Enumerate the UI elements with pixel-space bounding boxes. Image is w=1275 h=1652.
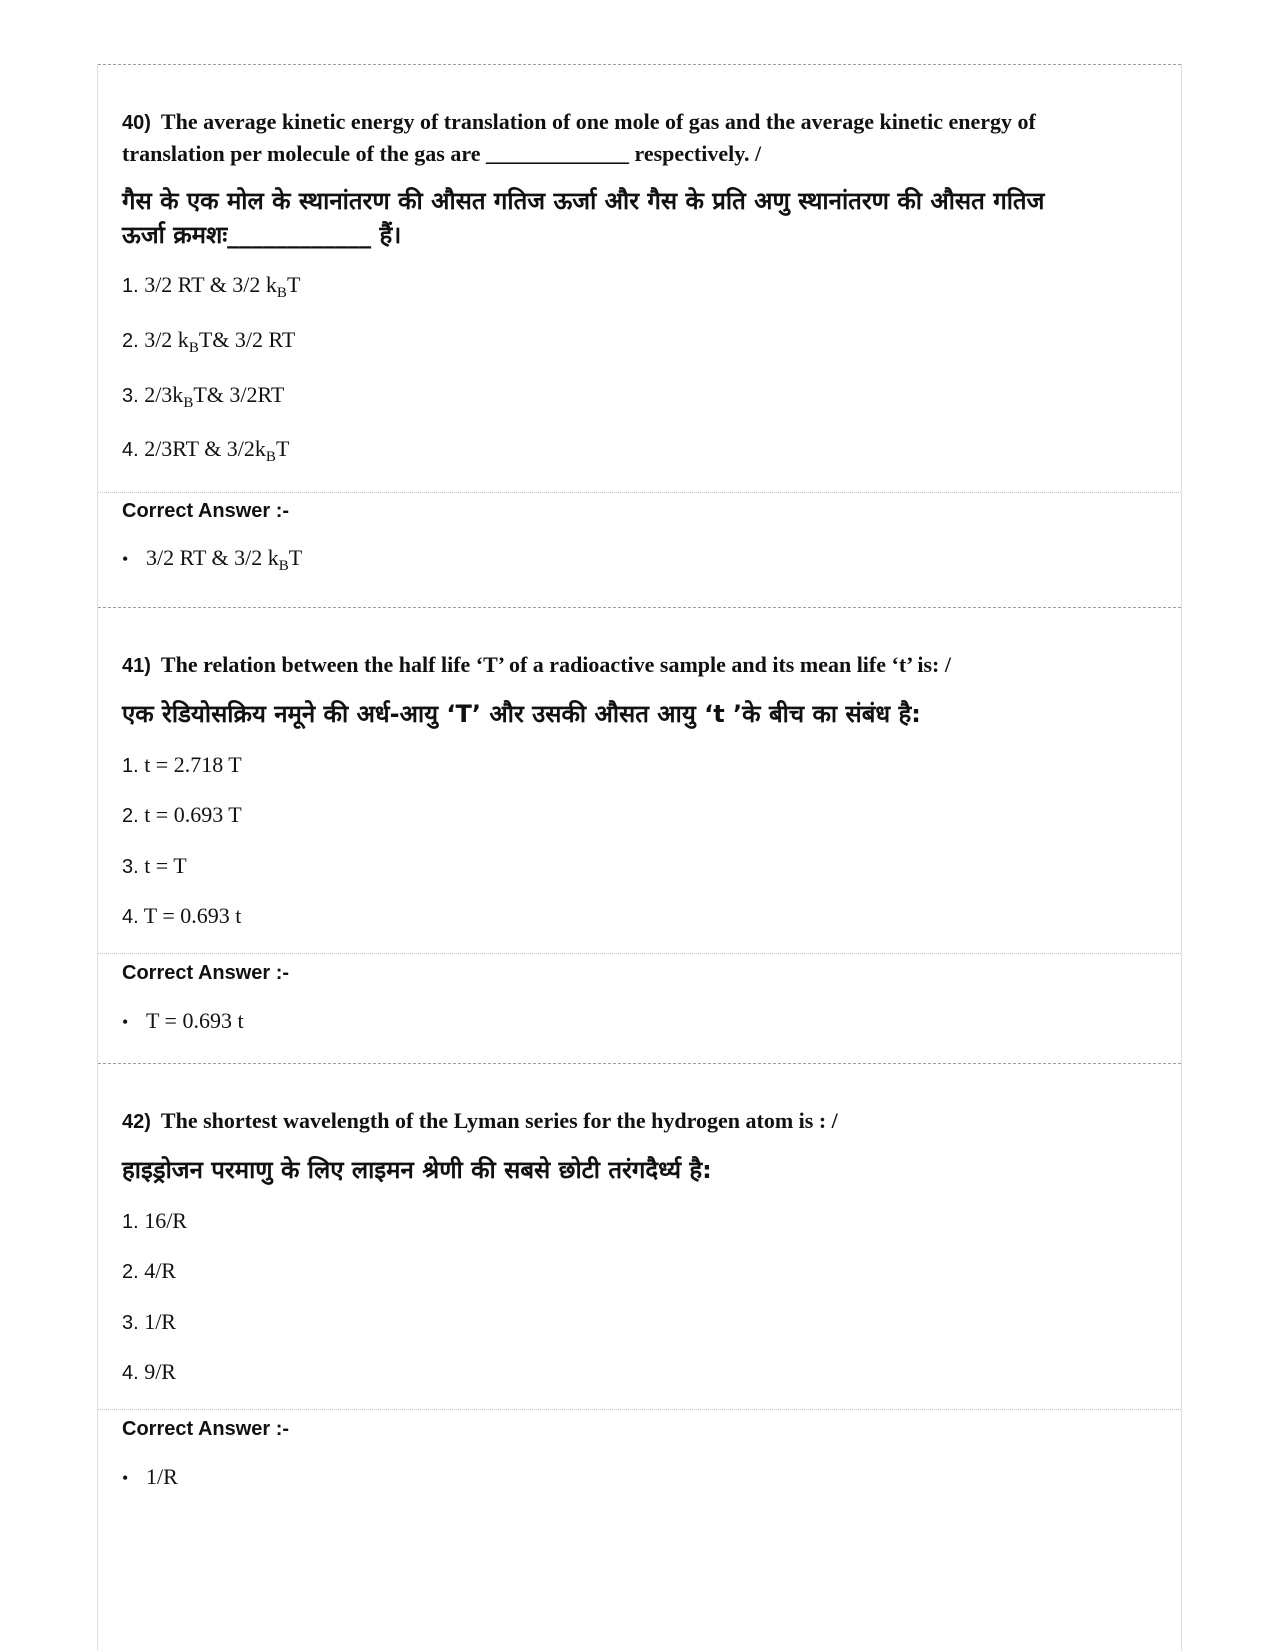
question-line: translation per molecule of the gas are _____________ respectively. / [122, 141, 762, 166]
question-text-hindi: एक रेडियोसक्रिय नमूने की अर्ध-आयु ‘T’ और उसकी औसत आयु ‘t ’के बीच का संबंध है: [122, 700, 921, 728]
option-number: 4. [122, 1362, 139, 1384]
option-number: 3. [122, 856, 139, 878]
correct-answer-label: Correct Answer :- [122, 1418, 290, 1440]
option-subscript: B [265, 449, 276, 465]
option-subscript: B [276, 285, 287, 301]
option-3[interactable] [122, 853, 187, 879]
bullet: • [122, 549, 129, 569]
question-number: 41) [122, 655, 151, 677]
answer-text: 1/R [146, 1464, 178, 1489]
option-text: T = 0.693 t [143, 903, 242, 928]
option-number: 3. [122, 385, 139, 407]
option-3[interactable] [122, 1309, 176, 1335]
option-subscript: B [183, 395, 194, 411]
option-text: 2/3RT & 3/2k [144, 436, 266, 461]
option-4[interactable] [122, 436, 290, 465]
option-text-suffix: T& 3/2RT [193, 382, 285, 407]
correct-answer [122, 1008, 244, 1034]
option-4[interactable] [122, 1359, 176, 1385]
option-2[interactable] [122, 802, 242, 828]
question-block-42 [98, 1063, 1181, 1652]
question-text-hindi: हाइड्रोजन परमाणु के लिए लाइमन श्रेणी की सबसे छोटी तरंगदैर्ध्य है: [122, 1156, 712, 1184]
option-text: 3/2 RT & 3/2 k [144, 272, 277, 297]
option-number: 1. [122, 275, 139, 297]
option-number: 2. [122, 805, 139, 827]
option-number: 4. [122, 439, 139, 461]
question-text-hindi-cont: ऊर्जा क्रमशः____________ हैं। [122, 221, 402, 249]
question-block-40 [98, 64, 1181, 610]
question-line: The shortest wavelength of the Lyman series for the hydrogen atom is : / [160, 1108, 838, 1133]
option-text-suffix: T [286, 272, 301, 297]
answer-divider [98, 1409, 1181, 1410]
bullet: • [122, 1468, 129, 1488]
answer-text-suffix: T [288, 545, 303, 570]
answer-divider [98, 492, 1181, 493]
answer-text: T = 0.693 t [146, 1008, 244, 1033]
option-3[interactable] [122, 382, 285, 411]
option-number: 2. [122, 1261, 139, 1283]
correct-answer-label: Correct Answer :- [122, 500, 290, 522]
option-text: t = T [144, 853, 187, 878]
option-number: 1. [122, 1211, 139, 1233]
option-1[interactable] [122, 1208, 187, 1234]
option-text: 1/R [144, 1309, 176, 1334]
question-text-hindi: गैस के एक मोल के स्थानांतरण की औसत गतिज ऊर्जा और गैस के प्रति अणु स्थानांतरण की औसत गतिज [122, 187, 1045, 215]
option-number: 3. [122, 1312, 139, 1334]
answer-divider [98, 953, 1181, 954]
option-text: 9/R [144, 1359, 176, 1384]
answer-subscript: B [278, 558, 289, 574]
question-text-english [122, 1104, 1151, 1139]
option-text: 16/R [144, 1208, 187, 1233]
correct-answer [122, 545, 303, 574]
answer-text: 3/2 RT & 3/2 k [146, 545, 279, 570]
option-number: 4. [122, 906, 139, 928]
question-block-41 [98, 607, 1181, 1066]
question-text-english [122, 648, 1151, 683]
question-paper-page [97, 64, 1182, 1651]
option-text-suffix: T [275, 436, 290, 461]
option-1[interactable] [122, 752, 242, 778]
correct-answer-label: Correct Answer :- [122, 962, 290, 984]
option-number: 1. [122, 755, 139, 777]
option-2[interactable] [122, 1258, 176, 1284]
question-line: The average kinetic energy of translation of one mole of gas and the average kinetic energy of [160, 109, 1036, 134]
option-text-suffix: T& 3/2 RT [198, 327, 296, 352]
question-text-english-cont [122, 137, 1151, 171]
correct-answer [122, 1464, 178, 1490]
bullet: • [122, 1012, 129, 1032]
question-number: 40) [122, 112, 151, 134]
option-subscript: B [188, 340, 199, 356]
option-1[interactable] [122, 272, 301, 301]
option-text: 3/2 k [144, 327, 189, 352]
question-number: 42) [122, 1111, 151, 1133]
option-text: 4/R [144, 1258, 176, 1283]
question-line: The relation between the half life ‘T’ of a radioactive sample and its mean life ‘t’ is: / [160, 652, 951, 677]
question-text-english [122, 105, 1151, 140]
option-4[interactable] [122, 903, 241, 929]
option-number: 2. [122, 330, 139, 352]
option-text: t = 0.693 T [144, 802, 242, 827]
option-text: t = 2.718 T [144, 752, 242, 777]
option-text: 2/3k [144, 382, 184, 407]
option-2[interactable] [122, 327, 296, 356]
